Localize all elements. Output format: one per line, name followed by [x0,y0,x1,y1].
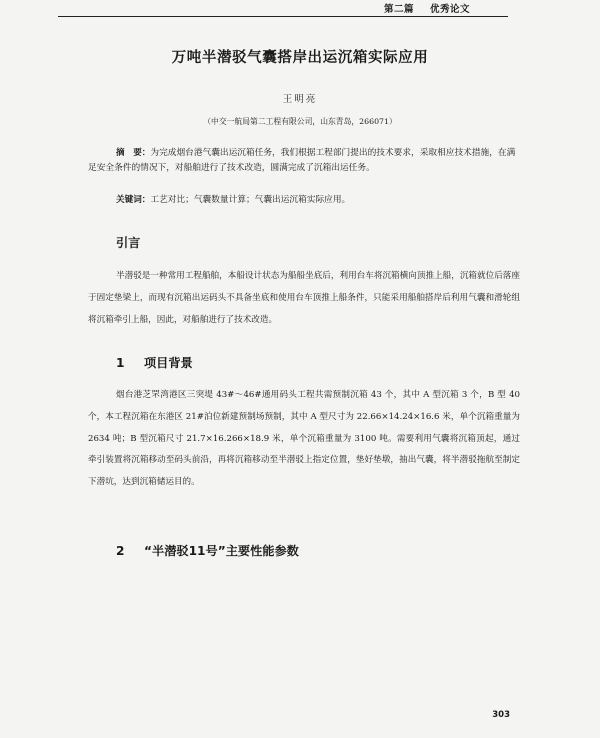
section-heading-background [116,354,193,371]
header-text [384,1,470,15]
keywords [116,193,350,205]
page-number: 303 [492,710,510,720]
author-affiliation: （中交一航局第二工程有限公司，山东青岛，266071） [203,117,397,126]
header-section: 优秀论文 [429,4,470,15]
intro-paragraph: 半潜驳是一种常用工程船舶，本船设计状态为船船坐底后，利用台车将沉箱横向顶推上船，沉箱就位后落座于固定垫梁上，而现有沉箱出运码头不具备坐底和使用台车顶推上船条件，只能采用船舶搭岸后利用气囊和滑轮组将沉箱牵引上船，因此，对船舶进行了技术改造。 [88,271,520,325]
header-part: 第二篇 [383,4,414,15]
section-heading-text: “半潜驳11号”主要性能参数 [144,544,299,558]
section-heading-parameters [116,542,299,559]
keywords-label: 关键词： [116,195,151,205]
background-paragraph: 烟台港芝罘湾港区三突堤 43#～46#通用码头工程共需预制沉箱 43 个，其中 A 型沉箱 3 个，B 型 40 个，本工程沉箱在东港区 21#泊位新建预制场预制，其中 A 型尺寸为 22.66×14.24×16.6 米，单个沉箱重量为 2634 吨；B 型沉箱尺寸 21.7×16.266×18.9 米，单个沉箱重量为 3100 吨。需要利用气囊将沉箱顶起，通过牵引装置将沉箱移动至码头前沿，再将沉箱移动至半潜驳上指定位置，垫好垫墩，抽出气囊，将半潜驳拖航至制定下潜坑，达到沉箱储运目的。 [88,390,520,488]
article-title: 万吨半潜驳气囊搭岸出运沉箱实际应用 [171,50,429,66]
section-heading-intro [116,234,140,251]
section-heading-text: 项目背景 [144,356,193,370]
keywords-text: 工艺对比；气囊数量计算；气囊出运沉箱实际应用。 [150,195,351,205]
section-number: 2 [116,544,125,558]
abstract-text: 为完成烟台港气囊出运沉箱任务，我们根据工程部门提出的技术要求，采取相应技术措施，在满足安全条件的情况下，对船舶进行了技术改造，圆满完成了沉箱出运任务。 [88,148,516,173]
running-header [58,0,508,17]
section-number: 1 [116,356,125,370]
abstract [88,146,520,175]
section-heading-text: 引言 [116,236,141,250]
author-name: 王明亮 [282,94,318,105]
abstract-label: 摘 要： [116,148,151,158]
